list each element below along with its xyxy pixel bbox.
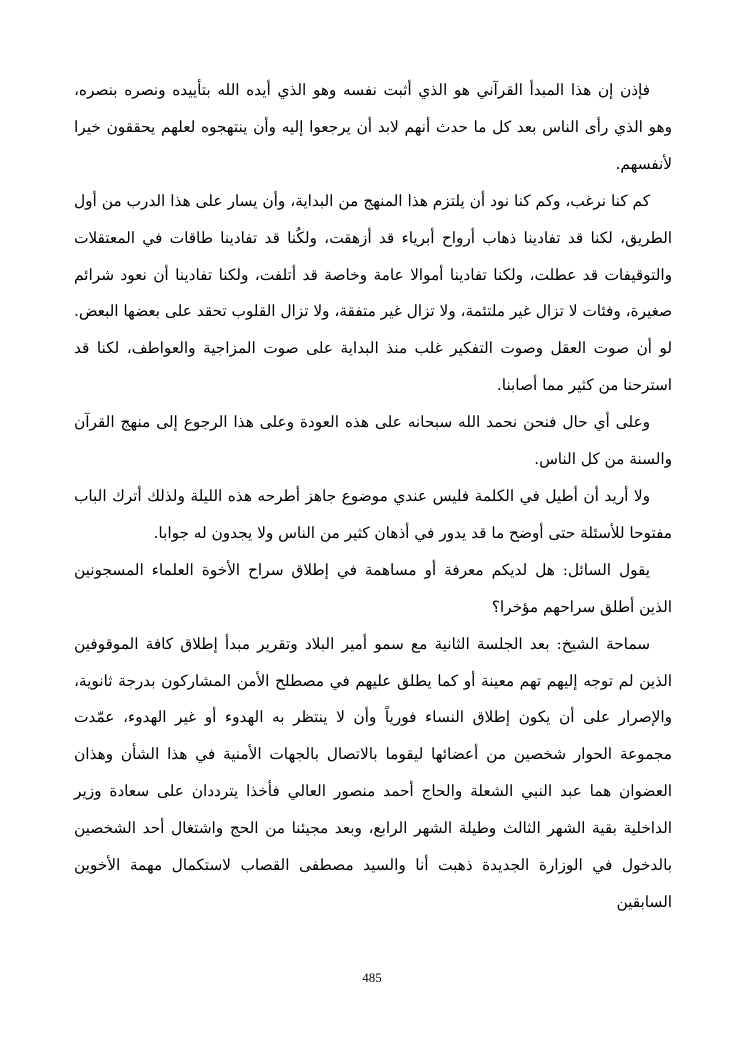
paragraph-5-question: يقول السائل: هل لديكم معرفة أو مساهمة في إطلاق سراح الأخوة العلماء المسجونين الذين أطلق سراحهم مؤخرا؟ (74, 560, 672, 616)
paragraph-2: كم كنا نرغب، وكم كنا نود أن يلتزم هذا المنهج من البداية، وأن يسار على هذا الدرب من أول الطريق، لكنا قد تفادينا ذهاب أرواح أبرياء قد أزهقت، ولكُنا قد تفادينا طاقات في المعتقلات والتوقيفات قد عطلت، ولكنا تفادينا أموالا عامة وخاصة قد أتلفت، ولكنا تفادينا أن نعود شرائم صغيرة، وفئات لا تزال غير ملتئمة، ولا تزال غير متفقة، ولا تزال القلوب تحقد على بعضها البعض. لو أن صوت العقل وصوت التفكير غلب منذ البداية على صوت المزاجية والعواطف، لكنا قد استرحنا من كثير مما أصابنا. (74, 191, 672, 395)
paragraph-1: فإذن إن هذا المبدأ القرآني هو الذي أثبت نفسه وهو الذي أيده الله بتأييده ونصره بنصره، وهو الذي رأى الناس بعد كل ما حدث أنهم لابد أن يرجعوا إليه وأن ينتهجوه لعلهم يحققون خيرا لأنفسهم. (74, 81, 672, 173)
paragraph-3: وعلى أي حال فنحن نحمد الله سبحانه على هذه العودة وعلى هذا الرجوع إلى منهج القرآن والسنة من كل الناس. (74, 413, 672, 469)
body-text (74, 72, 672, 921)
paragraph-6-answer: سماحة الشيخ: بعد الجلسة الثانية مع سمو أمير البلاد وتقرير مبدأ إطلاق كافة الموقوفين الذين لم توجه إليهم تهم معينة أو كما يطلق عليهم في مصطلح الأمن المشاركون بدرجة ثانوية، والإصرار على أن يكون إطلاق النساء فورياً وأن لا ينتظر به الهدوء أو غير الهدوء، عمّدت مجموعة الحوار شخصين من أعضائها ليقوما بالاتصال بالجهات الأمنية في هذا الشأن وهذان العضوان هما عبد النبي الشعلة والحاج أحمد منصور العالي فأخذا يترددان على سعادة وزير الداخلية بقية الشهر الثالث وطيلة الشهر الرابع، وبعد مجيئنا من الحج واشتغال أحد الشخصين بالدخول في الوزارة الجديدة ذهبت أنا والسيد مصطفى القصاب لاستكمال مهمة الأخوين السابقين (74, 634, 672, 911)
page-number: 485 (362, 970, 382, 985)
paragraph-4: ولا أريد أن أطيل في الكلمة فليس عندي موضوع جاهز أطرحه هذه الليلة ولذلك أترك الباب مفتوحا للأسئلة حتى أوضح ما قد يدور في أذهان كثير من الناس ولا يجدون له جوابا. (74, 486, 672, 542)
